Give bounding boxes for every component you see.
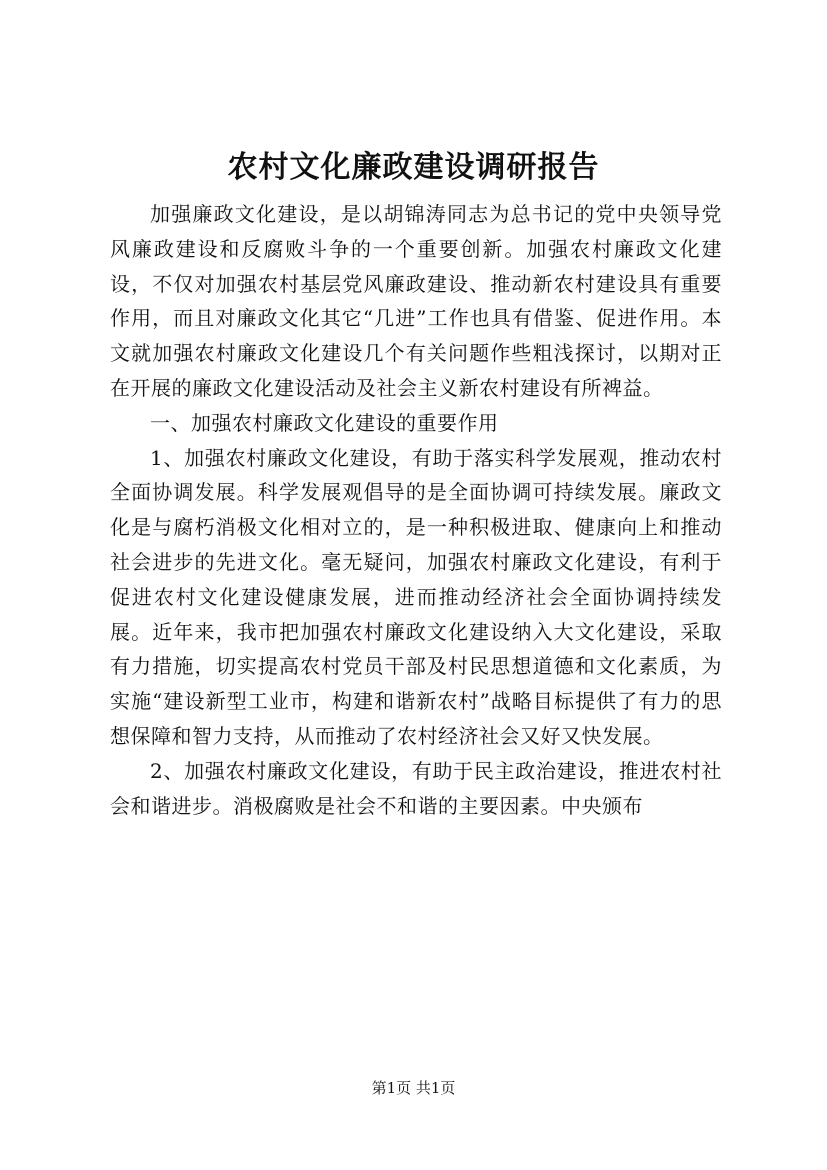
paragraph-point-1: 1、加强农村廉政文化建设，有助于落实科学发展观，推动农村全面协调发展。科学发展观倡导的是全面协调可持续发展。廉政文化是与腐朽消极文化相对立的，是一种积极进取、健康向上和推动社会进步的先进文化。毫无疑问，加强农村廉政文化建设，有利于促进农村文化建设健康发展，进而推动经济社会全面协调持续发展。近年来，我市把加强农村廉政文化建设纳入大文化建设，采取有力措施，切实提高农村党员干部及村民思想道德和文化素质，为实施“建设新型工业市，构建和谐新农村”战略目标提供了有力的思想保障和智力支持，从而推动了农村经济社会又好又快发展。 bbox=[110, 445, 722, 748]
page-number-footer: 第1页 共1页 bbox=[371, 1079, 456, 1097]
section-heading: 一、加强农村廉政文化建设的重要作用 bbox=[150, 410, 499, 435]
paragraph-intro: 加强廉政文化建设，是以胡锦涛同志为总书记的党中央领导党风廉政建设和反腐败斗争的一个重要创新。加强农村廉政文化建设，不仅对加强农村基层党风廉政建设、推动新农村建设具有重要作用，而且对廉政文化其它“几进”工作也具有借鉴、促进作用。本文就加强农村廉政文化建设几个有关问题作些粗浅探讨，以期对正在开展的廉政文化建设活动及社会主义新农村建设有所裨益。 bbox=[110, 202, 722, 400]
document-title: 农村文化廉政建设调研报告 bbox=[227, 150, 600, 185]
paragraph-point-2: 2、加强农村廉政文化建设，有助于民主政治建设，推进农村社会和谐进步。消极腐败是社会不和谐的主要因素。中央颁布 bbox=[110, 758, 722, 818]
document-body bbox=[110, 197, 722, 823]
